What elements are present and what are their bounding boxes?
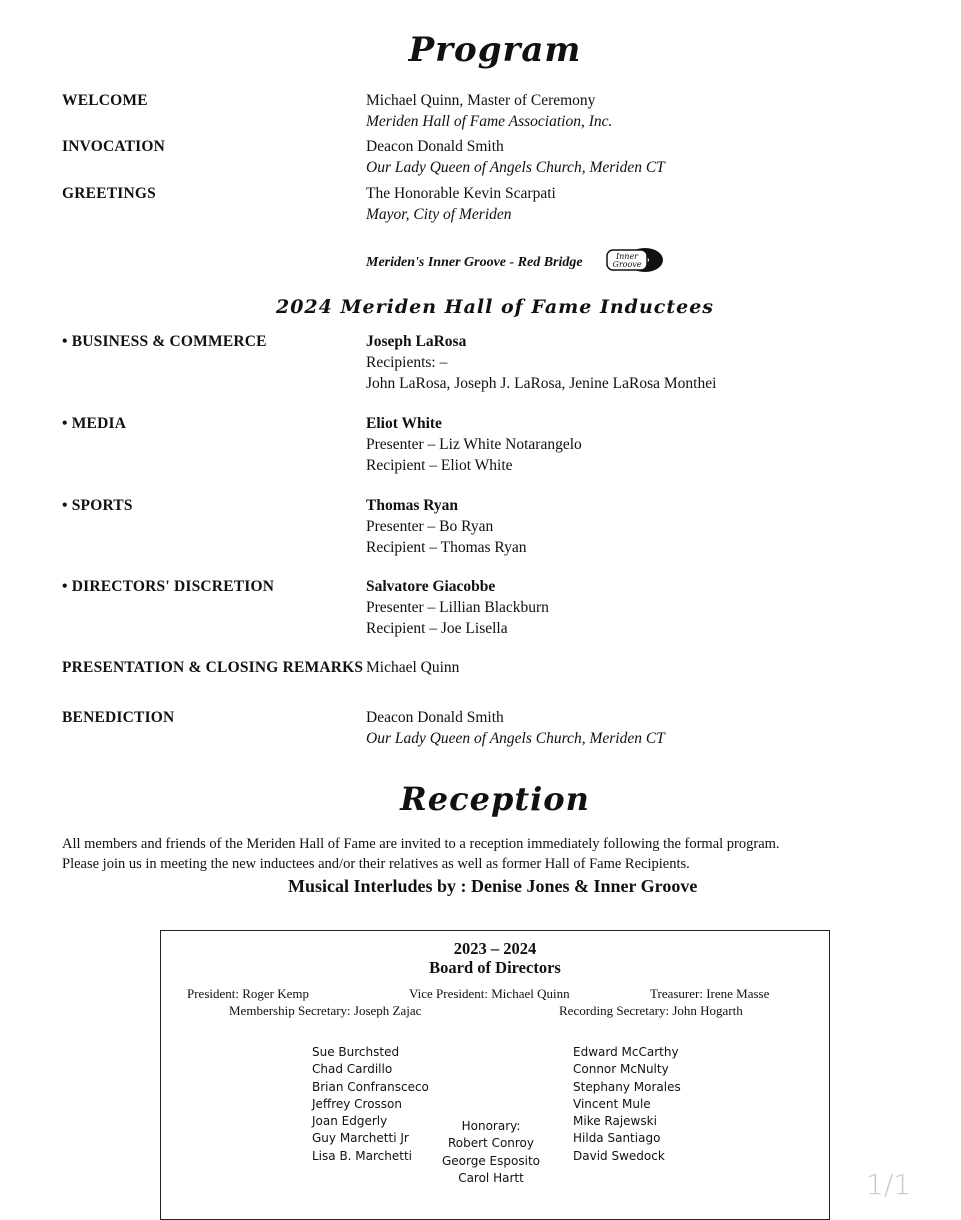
honorary-member: Robert Conroy [447, 1136, 535, 1151]
page-indicator: 1/1 [866, 1168, 912, 1201]
media-value [366, 413, 582, 476]
directors-discretion-label: • DIRECTORS' DISCRETION [62, 578, 275, 595]
music-line [366, 245, 667, 280]
board-treasurer: Treasurer: Irene Masse [650, 986, 770, 1001]
benediction-line-2: Our Lady Queen of Angels Church, Meriden CT [366, 730, 665, 747]
benediction-label: BENEDICTION [62, 709, 175, 726]
business-line-2: John LaRosa, Joseph J. LaRosa, Jenine LaRosa Monthei [366, 375, 717, 392]
board-vice-president: Vice President: Michael Quinn [409, 986, 570, 1001]
directors-line-1: Presenter – Lillian Blackburn [366, 599, 549, 616]
program-title: Program [408, 30, 582, 70]
directors-inductee-name: Salvatore Giacobbe [366, 578, 496, 595]
invocation-label: INVOCATION [62, 138, 166, 155]
logo-text-2: Groove [612, 260, 642, 269]
board-years: 2023 – 2024 [453, 939, 537, 958]
board-member: Guy Marchetti Jr [312, 1131, 409, 1146]
board-president: President: Roger Kemp [187, 986, 310, 1001]
welcome-value [366, 90, 612, 132]
board-of-directors-box [160, 930, 830, 1220]
honorary-member: George Esposito [442, 1153, 540, 1168]
welcome-label: WELCOME [62, 92, 148, 109]
reception-line-2: Please join us in meeting the new inductees and/or their relatives as well as former Hall of Fame Recipients. [62, 856, 690, 872]
board-member: Joan Edgerly [312, 1114, 388, 1129]
reception-line-1: All members and friends of the Meriden Hall of Fame are invited to a reception immediately following the formal program. [62, 836, 780, 852]
greetings-line-2: Mayor, City of Meriden [366, 206, 512, 223]
inner-groove-logo [595, 245, 667, 280]
invocation-value [366, 136, 665, 178]
record-logo-icon [595, 245, 667, 275]
sports-inductee-name: Thomas Ryan [366, 497, 459, 514]
board-member: Connor McNulty [573, 1062, 669, 1077]
logo-text-1: Inner [615, 252, 638, 261]
board-membership-secretary: Membership Secretary: Joseph Zajac [229, 1003, 422, 1018]
benediction-line-1: Deacon Donald Smith [366, 709, 504, 726]
board-member: Brian Confransceco [312, 1079, 429, 1094]
closing-label: PRESENTATION & CLOSING REMARKS [62, 659, 364, 676]
greetings-label: GREETINGS [62, 185, 156, 202]
business-commerce-value [366, 331, 716, 394]
board-member: David Swedock [573, 1148, 665, 1163]
board-right-column [573, 1044, 681, 1165]
invocation-line-2: Our Lady Queen of Angels Church, Meriden CT [366, 159, 665, 176]
benediction-value [366, 707, 665, 749]
invocation-line-1: Deacon Donald Smith [366, 138, 504, 155]
board-recording-secretary: Recording Secretary: John Hogarth [559, 1003, 743, 1018]
media-line-1: Presenter – Liz White Notarangelo [366, 436, 582, 453]
directors-discretion-value [366, 576, 549, 639]
sports-value [366, 495, 527, 558]
greetings-line-1: The Honorable Kevin Scarpati [366, 185, 556, 202]
board-member: Lisa B. Marchetti [312, 1148, 413, 1163]
board-left-column [312, 1044, 429, 1165]
closing-value: Michael Quinn [366, 659, 460, 676]
directors-line-2: Recipient – Joe Lisella [366, 620, 508, 637]
welcome-line-1: Michael Quinn, Master of Ceremony [366, 92, 596, 109]
media-label: • MEDIA [62, 415, 127, 432]
honorary-member: Carol Hartt [458, 1170, 524, 1185]
board-member: Jeffrey Crosson [312, 1096, 402, 1111]
reception-text [62, 834, 780, 874]
business-line-1: Recipients: – [366, 354, 448, 371]
board-member: Vincent Mule [573, 1096, 651, 1111]
greetings-value [366, 183, 556, 225]
board-member: Mike Rajewski [573, 1114, 657, 1129]
media-line-2: Recipient – Eliot White [366, 457, 513, 474]
board-member: Hilda Santiago [573, 1131, 661, 1146]
music-line-text: Meriden's Inner Groove - Red Bridge [366, 255, 583, 271]
board-title: Board of Directors [429, 958, 561, 977]
business-inductee-name: Joseph LaRosa [366, 333, 467, 350]
board-member: Chad Cardillo [312, 1062, 393, 1077]
board-member: Sue Burchsted [312, 1045, 400, 1059]
honorary-label: Honorary: [461, 1119, 521, 1133]
board-honorary-column [441, 1118, 541, 1187]
board-member: Edward McCarthy [573, 1045, 679, 1059]
sports-line-1: Presenter – Bo Ryan [366, 518, 494, 535]
inductees-title: 2024 Meriden Hall of Fame Inductees [275, 296, 714, 318]
media-inductee-name: Eliot White [366, 415, 442, 432]
musical-interludes: Musical Interludes by : Denise Jones & Inner Groove [288, 876, 698, 896]
business-commerce-label: • BUSINESS & COMMERCE [62, 333, 267, 350]
welcome-line-2: Meriden Hall of Fame Association, Inc. [366, 113, 613, 130]
sports-line-2: Recipient – Thomas Ryan [366, 539, 527, 556]
board-member: Stephany Morales [573, 1079, 681, 1094]
sports-label: • SPORTS [62, 497, 133, 514]
reception-title: Reception [400, 780, 590, 818]
